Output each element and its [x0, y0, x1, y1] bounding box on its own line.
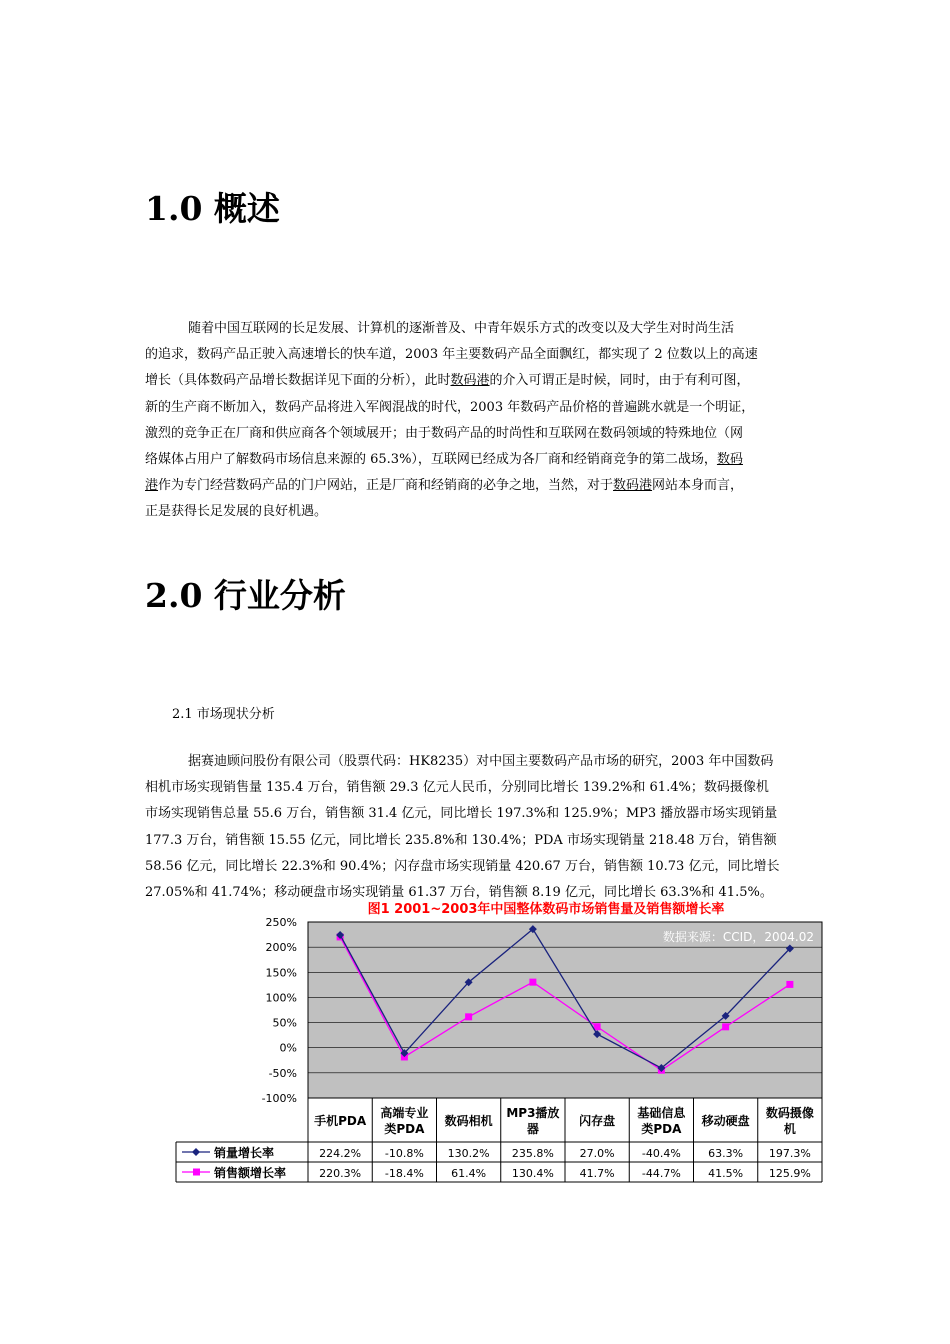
- section2-heading: 2.0 行业分析: [145, 576, 346, 615]
- table-value: 197.3%: [768, 1147, 811, 1160]
- table-value: 27.0%: [579, 1147, 615, 1160]
- data-table: [176, 1098, 822, 1182]
- category-label: 基础信息: [637, 1106, 686, 1120]
- text-run: 新的生产商不断加入，数码产品将进入军阀混战的时代，2003 年数码产品价格的普遍跳水就是一个明证，: [145, 399, 755, 415]
- category-label: 移动硬盘: [701, 1114, 750, 1128]
- section2-paragraph: [145, 749, 817, 906]
- section1-paragraph: [145, 316, 817, 526]
- category-label: 类PDA: [384, 1122, 425, 1136]
- table-value: -10.8%: [384, 1147, 424, 1160]
- table-value: 224.2%: [319, 1147, 362, 1160]
- text-run: 58.56 亿元，同比增长 22.3%和 90.4%；闪存盘市场实现销量 420.67 万台，销售额 10.73 亿元，同比增长: [145, 858, 780, 874]
- category-label: 机: [783, 1122, 796, 1136]
- growth-rate-chart: [174, 896, 824, 1188]
- legend-label: 销售额增长率: [214, 1166, 287, 1180]
- category-label: 高端专业: [380, 1106, 429, 1120]
- text-run: 激烈的竞争正在厂商和供应商各个领域展开；由于数码产品的时尚性和互联网在数码领域的特殊地位（网: [145, 425, 744, 441]
- text-run: 相机市场实现销售量 135.4 万台，销售额 29.3 亿元人民币，分别同比增长 139.2%和 61.4%；数码摄像机: [145, 780, 769, 796]
- text-run: 作为专门经营数码产品的门户网站，正是厂商和经销商的必争之地，当然，对于: [158, 478, 614, 494]
- category-label: 手机PDA: [314, 1114, 367, 1128]
- table-value: 41.7%: [579, 1167, 615, 1180]
- data-point: [465, 1013, 472, 1020]
- y-tick-label: 100%: [265, 991, 297, 1005]
- legend-label: 销量增长率: [214, 1146, 275, 1160]
- table-value: 130.4%: [511, 1167, 554, 1180]
- paragraph-line: [145, 499, 817, 525]
- category-label: 闪存盘: [579, 1114, 616, 1128]
- legend-marker: [193, 1169, 200, 1176]
- y-tick-label: 150%: [265, 966, 297, 980]
- category-label: 数码相机: [444, 1114, 493, 1128]
- table-value: 125.9%: [768, 1167, 811, 1180]
- table-value: -44.7%: [641, 1167, 681, 1180]
- subsection-heading: 2.1 市场现状分析: [172, 707, 275, 722]
- text-run: 市场实现销售总量 55.6 万台，销售额 31.4 亿元，同比增长 197.3%和 125.9%；MP3 播放器市场实现销量: [145, 806, 778, 822]
- text-run: 27.05%和 41.74%；移动硬盘市场实现销量 61.37 万台，销售额 8.19 亿元，同比增长 63.3%和 41.5%。: [145, 884, 773, 900]
- table-value: 220.3%: [319, 1167, 362, 1180]
- paragraph-line: [145, 316, 817, 342]
- table-value: 130.2%: [447, 1147, 490, 1160]
- y-tick-label: 0%: [279, 1041, 297, 1055]
- paragraph-line: [145, 775, 817, 801]
- legend-marker: [192, 1148, 200, 1156]
- paragraph-line: [145, 749, 817, 775]
- table-value: -40.4%: [641, 1147, 681, 1160]
- category-label: 器: [526, 1122, 539, 1136]
- link-shumagang[interactable]: 数码港: [450, 373, 490, 389]
- table-value: 61.4%: [451, 1167, 487, 1180]
- table-value: 63.3%: [708, 1147, 744, 1160]
- table-value: -18.4%: [384, 1167, 424, 1180]
- y-tick-label: 200%: [265, 941, 297, 955]
- category-label: 数码摄像: [765, 1106, 814, 1120]
- table-value: 41.5%: [708, 1167, 744, 1180]
- text-run: 177.3 万台，销售额 15.55 亿元，同比增长 235.8%和 130.4%；PDA 市场实现销量 218.48 万台，销售额: [145, 832, 777, 848]
- paragraph-line: [145, 828, 817, 854]
- text-run: 正是获得长足发展的良好机遇。: [145, 504, 328, 520]
- y-tick-label: -50%: [268, 1066, 297, 1080]
- section1-heading: 1.0 概述: [145, 189, 280, 228]
- table-value: 235.8%: [511, 1147, 554, 1160]
- paragraph-line: [145, 854, 817, 880]
- text-run: 随着中国互联网的长足发展、计算机的逐渐普及、中青年娱乐方式的改变以及大学生对时尚生活: [188, 321, 735, 336]
- text-run: 增长（具体数码产品增长数据详见下面的分析），此时: [145, 373, 451, 389]
- text-run: 的介入可谓正是时候，同时，由于有利可图，: [489, 373, 750, 389]
- paragraph-line: [145, 801, 817, 827]
- y-tick-label: 250%: [265, 916, 297, 929]
- category-label: 类PDA: [641, 1122, 682, 1136]
- text-run: 网站本身而言，: [652, 478, 744, 494]
- chart-source-note: 数据来源：CCID，2004.02: [662, 930, 814, 944]
- data-point: [529, 979, 536, 986]
- y-tick-label: -100%: [261, 1092, 297, 1105]
- text-run: 的追求，数码产品正驶入高速增长的快车道，2003 年主要数码产品全面飘红，都实现了 2 位数以上的高速: [145, 347, 758, 363]
- y-axis: [262, 916, 297, 1105]
- link-shumagang[interactable]: 港: [145, 478, 159, 494]
- link-shumagang[interactable]: 数码: [716, 451, 743, 467]
- data-point: [786, 981, 793, 988]
- paragraph-line: [145, 473, 817, 499]
- y-tick-label: 50%: [272, 1016, 297, 1030]
- text-run: 络媒体占用户了解数码市场信息来源的 65.3%），互联网已经成为各厂商和经销商竞争的第二战场，: [145, 451, 717, 467]
- paragraph-line: [145, 368, 817, 394]
- paragraph-line: [145, 447, 817, 473]
- paragraph-line: [145, 342, 817, 368]
- plot-area: [308, 922, 822, 1098]
- paragraph-line: [145, 395, 817, 421]
- link-shumagang[interactable]: 数码港: [613, 478, 653, 494]
- paragraph-line: [145, 421, 817, 447]
- data-point: [722, 1023, 729, 1030]
- text-run: 据赛迪顾问股份有限公司（股票代码：HK8235）对中国主要数码产品市场的研究，2003 年中国数码: [188, 754, 774, 769]
- category-label: MP3播放: [506, 1106, 560, 1120]
- chart-title: 图1 2001~2003年中国整体数码市场销售量及销售额增长率: [367, 902, 725, 917]
